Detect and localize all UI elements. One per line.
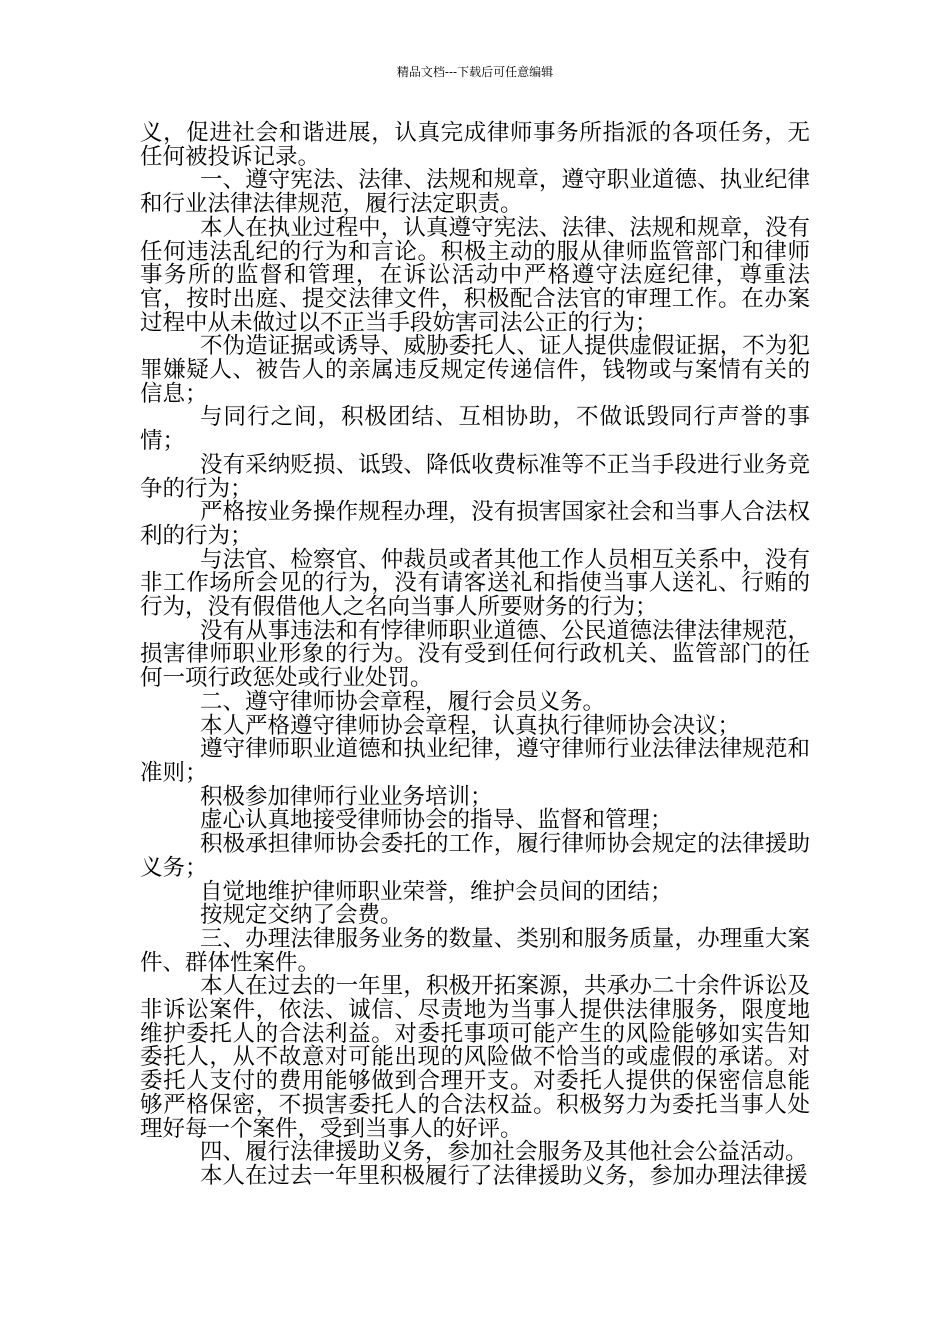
paragraph: 义，促进社会和谐进展，认真完成律师事务所指派的各项任务，无任何被投诉记录。 [140,120,810,170]
paragraph: 按规定交纳了会费。 [200,902,403,929]
paragraph: 虚心认真地接受律师协会的指导、监督和管理； [200,807,673,834]
paragraph: 没有采纳贬损、诋毁、降低收费标准等不正当手段进行业务竞争的行为； [140,451,810,502]
paragraph: 四、履行法律援助义务，参加社会服务及其他社会公益活动。 [200,1139,808,1166]
page-header: 精品文档---下载后可任意编辑 [396,65,554,79]
paragraph: 与同行之间，积极团结、互相协助，不做诋毁同行声誉的事情； [140,404,810,455]
paragraph: 自觉地维护律师职业荣誉，维护会员间的团结； [200,878,673,905]
paragraph: 不伪造证据或诱导、威胁委托人、证人提供虚假证据，不为犯罪嫌疑人、被告人的亲属违反规定传递信件，钱物或与案情有关的信息； [140,333,810,407]
paragraph: 二、遵守律师协会章程，履行会员义务。 [200,688,606,715]
document-body [140,122,810,1189]
paragraph: 遵守律师职业道德和执业纪律，遵守律师行业法律法律规范和准则； [140,736,810,786]
paragraph: 严格按业务操作规程办理，没有损害国家社会和当事人合法权利的行为； [140,499,810,549]
paragraph: 积极承担律师协会委托的工作，履行律师协会规定的法律援助义务； [140,831,810,881]
paragraph: 一、遵守宪法、法律、法规和规章，遵守职业道德、执业纪律和行业法律法律规范，履行法定职责。 [140,167,810,218]
paragraph: 积极参加律师行业业务培训； [200,783,493,810]
paragraph: 没有从事违法和有悖律师职业道德、公民道德法律法律规范，损害律师职业形象的行为。没有受到任何行政机关、监管部门的任何一项行政惩处或行业处罚。 [140,617,810,692]
paragraph: 本人严格遵守律师协会章程，认真执行律师协会决议； [200,712,741,739]
paragraph: 本人在过去的一年里，积极开拓案源，共承办二十余件诉讼及非诉讼案件，依法、诚信、尽责地为当事人提供法律服务，限度地维护委托人的合法利益。对委托事项可能产生的风险能够如实告知委托人，从不故意对可能出现的风险做不恰当的或虚假的承诺。对委托人支付的费用能够做到合理开支。对委托人提供的保密信息能够严格保密，不损害委托人的合法权益。积极努力为委托当事人处理好每一个案件，受到当事人的好评。 [140,973,810,1142]
paragraph: 本人在执业过程中，认真遵守宪法、法律、法规和规章，没有任何违法乱纪的行为和言论。积极主动的服从律师监管部门和律师事务所的监督和管理，在诉讼活动中严格遵守法庭纪律，尊重法官，按时出庭、提交法律文件，积极配合法官的审理工作。在办案过程中从未做过以不正当手段妨害司法公正的行为； [140,214,810,336]
paragraph: 本人在过去一年里积极履行了法律援助义务，参加办理法律援 [200,1162,808,1189]
paragraph: 三、办理法律服务业务的数量、类别和服务质量，办理重大案件、群体性案件。 [140,925,810,976]
paragraph: 与法官、检察官、仲裁员或者其他工作人员相互关系中，没有非工作场所会见的行为，没有请客送礼和指使当事人送礼、行贿的行为，没有假借他人之名向当事人所要财务的行为； [140,546,810,621]
